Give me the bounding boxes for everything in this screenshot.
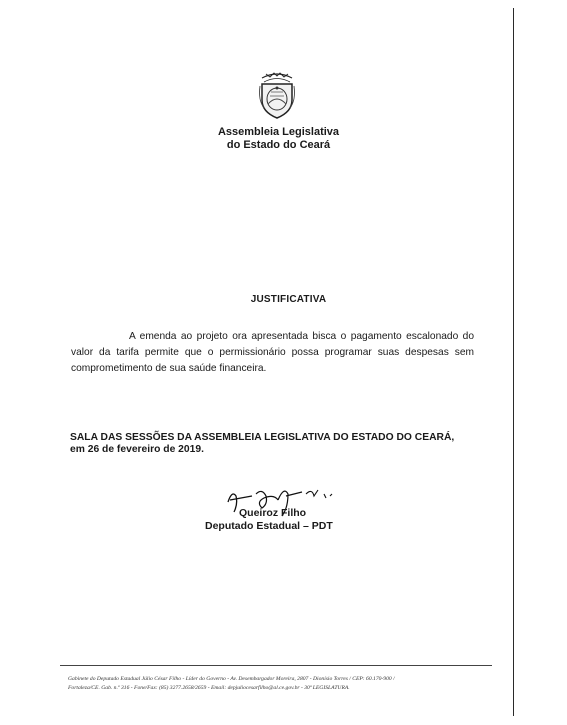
footer-line1: Gabinete do Deputado Estadual Júlio César Filho - Líder do Governo - Av. Desembargador Moreira, 2807 - Dionísio Torres / CEP: 60.170-900 / — [68, 676, 395, 682]
institution-name-line2: do Estado do Ceará — [226, 139, 331, 151]
footer-contact — [68, 675, 488, 693]
session-line1: SALA DAS SESSÕES DA ASSEMBLEIA LEGISLATIVA DO ESTADO DO CEARÁ, — [70, 432, 455, 443]
justification-text: A emenda ao projeto ora apresentada bisca o pagamento escalonado do valor da tarifa permite que o permissionário possa programar suas despesas sem comprometimento de sua saúde financeira. — [71, 331, 474, 374]
footer-divider — [60, 665, 492, 666]
state-coat-of-arms-icon — [256, 68, 298, 120]
session-statement — [70, 432, 490, 456]
signatory-name: Queiroz Filho — [239, 507, 307, 519]
justification-paragraph — [71, 329, 474, 377]
signatory-role: Deputado Estadual – PDT — [205, 520, 333, 532]
session-date-line: em 26 de fevereiro de 2019. — [70, 444, 204, 455]
section-heading: JUSTIFICATIVA — [250, 294, 327, 305]
footer-line2: Fortaleza/CE. Gab. n.º 316 - Fone/Fax: (85) 3277.2658/2659 - Email: depjuliocesarfilho@al.ce.gov.br - 30ª LEGISLATURA. — [68, 685, 350, 691]
page-edge-line — [513, 8, 514, 716]
institution-name-line1: Assembleia Legislativa — [217, 126, 340, 138]
